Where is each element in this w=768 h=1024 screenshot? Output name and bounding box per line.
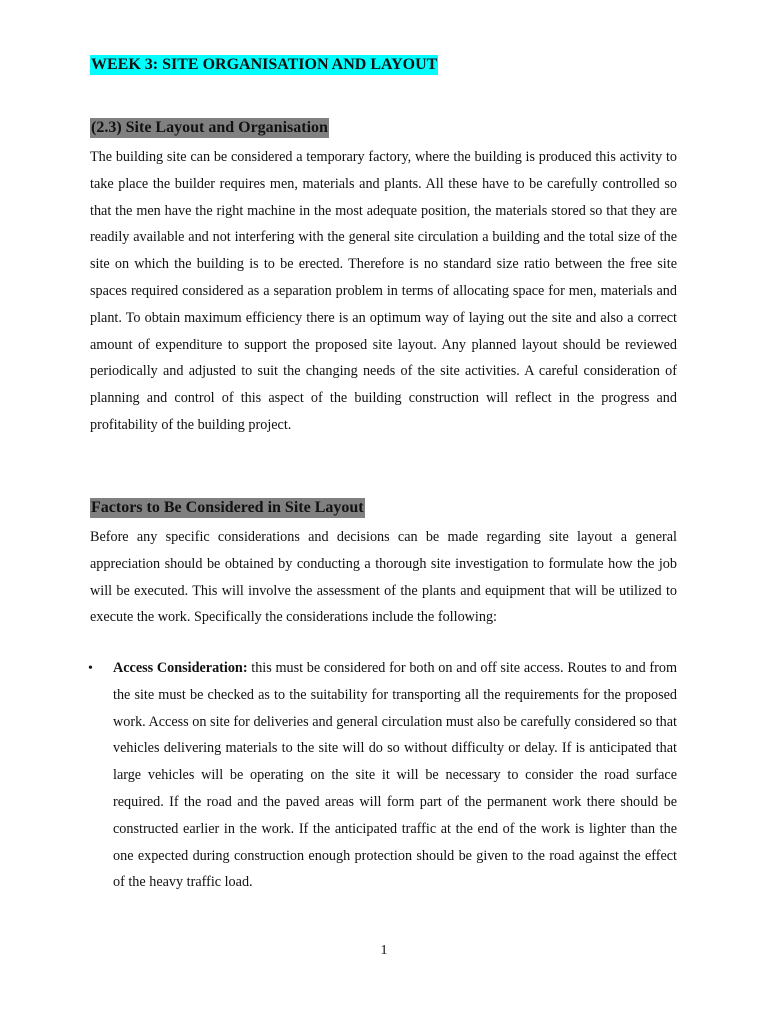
section-body-factors: Before any specific considerations and decisions can be made regarding site layout a general appreciation should be obtained by conducting a thorough site investigation to formulate how the job will be executed. This will involve the assessment of the plants and equipment that will be utilized to execute the work. Specifically the considerations include the following: (90, 529, 677, 626)
section-heading-site-layout: (2.3) Site Layout and Organisation (91, 119, 328, 136)
list-item-access-consideration (113, 655, 677, 896)
bullet-body: this must be considered for both on and off site access. Routes to and from the site must be checked as to the suitability for transporting all the requirements for the proposed work. Access on site for deliveries and general circulation must also be carefully considered so that vehicles delivering materials to the site will do so without difficulty or delay. If is anticipated that large vehicles will be operating on the site it will be necessary to consider the road surface required. If the road and the paved areas will form part of the permanent work there should be constructed earlier in the work. If the anticipated traffic at the end of the work is lighter than the one expected during construction enough protection should be given to the road against the effect of the heavy traffic load. (113, 660, 677, 891)
section-heading-factors: Factors to Be Considered in Site Layout (91, 499, 364, 516)
bullet-label: Access Consideration: (113, 660, 248, 676)
page-number: 1 (380, 943, 388, 958)
page-title: WEEK 3: SITE ORGANISATION AND LAYOUT (91, 56, 438, 73)
section-body-site-layout: The building site can be considered a temporary factory, where the building is produced this activity to take place the builder requires men, materials and plants. All these have to be carefully controlled so that the men have the right machine in the most adequate position, the materials stored so that they are readily available and not interfering with the general site circulation a building and the total size of the site on which the building is to be erected. Therefore is no standard size ratio between the free site spaces required considered as a separation problem in terms of allocating space for men, materials and plant. To obtain maximum efficiency there is an optimum way of laying out the site and also a correct amount of expenditure to support the proposed site layout. Any planned layout should be reviewed periodically and adjusted to suit the changing needs of the site activities. A careful consideration of planning and control of this aspect of the building construction will reflect in the progress and profitability of the building project. (90, 149, 677, 433)
bullet-icon: • (88, 661, 93, 676)
